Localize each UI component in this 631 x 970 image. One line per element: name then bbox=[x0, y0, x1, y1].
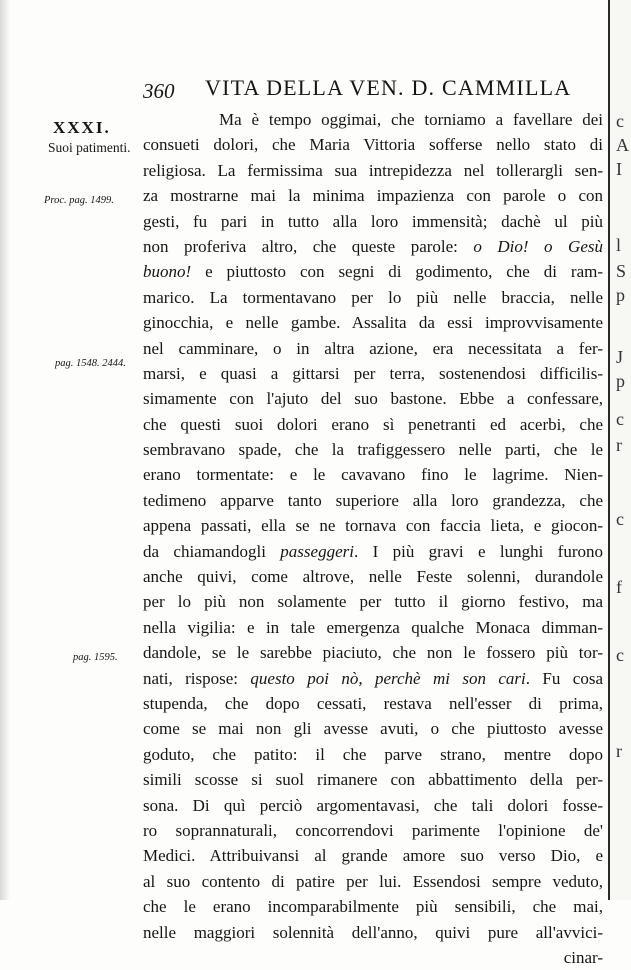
section-subtitle: Suoi patimenti. bbox=[48, 140, 131, 155]
facing-page-glyph: c bbox=[616, 409, 624, 429]
text-line: appena passati, ella se ne tornava con faccia lieta, e giocon- bbox=[143, 516, 603, 536]
text-line: za mostrarne mai la minima impazienza con parole o con bbox=[143, 186, 603, 206]
text-line: nati, rispose: questo poi nò, perchè mi son cari. Fu cosa bbox=[143, 668, 603, 688]
text-line: non proferiva altro, che queste parole: o Dio! o Gesù bbox=[143, 236, 603, 256]
facing-page-glyph: p bbox=[616, 285, 625, 305]
body-text bbox=[143, 107, 603, 970]
facing-page-glyph: S bbox=[616, 261, 627, 281]
text-line: sona. Di quì perciò argomentavasi, che tali dolori fosse- bbox=[143, 795, 603, 815]
facing-page-glyph: I bbox=[616, 159, 622, 179]
text-line: ro soprannaturali, concorrendovi parimente l'opinione de' bbox=[143, 820, 603, 840]
facing-page-glyph: f bbox=[616, 577, 622, 597]
facing-page-glyph: A bbox=[616, 135, 629, 155]
italic-phrase: buono! bbox=[143, 262, 192, 282]
text-line: consueti dolori, che Maria Vittoria sofferse nello stato di bbox=[143, 135, 603, 155]
text-line: erano tormentate: e le cavavano fino le lagrime. Nien- bbox=[143, 465, 603, 485]
text-line: che questi suoi dolori erano sì penetranti ed acerbi, che bbox=[143, 414, 603, 434]
text-line: al suo contento di patire per lui. Essendosi sempre veduto, bbox=[143, 871, 603, 891]
facing-page-glyph: c bbox=[616, 645, 624, 665]
text-line: Medici. Attribuivansi al grande amore suo verso Dio, e bbox=[143, 846, 603, 866]
text-line: buono! e piuttosto con segni di godimento, che di ram- bbox=[143, 262, 603, 282]
text-line: cinar- bbox=[563, 947, 603, 967]
text-line: nella vigilia: e in tale emergenza qualche Monaca dimman- bbox=[143, 617, 603, 637]
text-line: da chiamandogli passeggeri. I più gravi e lunghi furono bbox=[143, 541, 603, 561]
running-head: VITA DELLA VEN. D. CAMMILLA bbox=[205, 75, 572, 100]
facing-page-glyph: r bbox=[616, 741, 622, 761]
text-line: ginocchia, e nelle gambe. Assalita da essi improvvisamente bbox=[143, 313, 603, 333]
text-line: anche quivi, come altrove, nelle Feste solenni, durandole bbox=[143, 567, 603, 587]
facing-page-glyph: c bbox=[616, 509, 624, 529]
text-line: tedimeno apparve tanto superiore alla loro grandezza, che bbox=[143, 490, 603, 510]
facing-page-glyph: l bbox=[616, 235, 622, 255]
page-number: 360 bbox=[143, 79, 175, 103]
text-line: dandole, se le sarebbe piaciuto, che non le fossero più tor- bbox=[143, 643, 603, 663]
text-line: marico. La tormentavano per lo più nelle braccia, nelle bbox=[143, 287, 603, 307]
text-line: simamente con l'ajuto del suo bastone. Ebbe a confessare, bbox=[143, 389, 603, 409]
text-line: come se mai non gli avesse avuti, o che piuttosto avesse bbox=[143, 719, 603, 739]
margin-reference: pag. 1595. bbox=[73, 652, 118, 663]
page-header bbox=[143, 75, 603, 105]
facing-page-glyph: r bbox=[616, 435, 622, 455]
text-line: goduto, che patito: il che parve strano, mentre dopo bbox=[143, 744, 603, 764]
text-line: nelle maggiori solennità dell'anno, quivi pure all'avvici- bbox=[143, 922, 603, 942]
italic-phrase: passeggeri bbox=[280, 541, 354, 561]
facing-page-glyph: J bbox=[616, 347, 624, 367]
text-line: marsi, e quasi a gittarsi per terra, sostenendosi difficilis- bbox=[143, 363, 603, 383]
facing-page-glyph: p bbox=[616, 371, 625, 391]
text-line: Ma è tempo oggimai, che torniamo a favellare dei bbox=[219, 110, 603, 129]
text-line: nel camminare, o in altra azione, era necessitata a fer- bbox=[143, 338, 603, 358]
text-line: stupenda, che dopo cessati, restava nell'esser di prima, bbox=[143, 693, 603, 713]
text-line: gesti, fu pari in tutto alla loro immensità; dachè ul più bbox=[143, 211, 603, 231]
text-line: sembravano spade, che la trafiggessero nelle parti, che le bbox=[143, 440, 603, 460]
margin-reference: pag. 1548. 2444. bbox=[55, 358, 126, 369]
margin-reference: Proc. pag. 1499. bbox=[44, 195, 114, 206]
gutter-shadow bbox=[0, 0, 10, 900]
italic-phrase: o Dio! o Gesù bbox=[473, 236, 603, 256]
text-line: religiosa. La fermissima sua intrepidezza nel tollerargli sen- bbox=[143, 160, 603, 180]
text-line: simili scosse si suol rimanere con abbattimento della per- bbox=[143, 770, 603, 790]
facing-page-glyph: c bbox=[616, 111, 624, 131]
italic-phrase: questo poi nò, perchè mi son cari bbox=[250, 668, 526, 688]
section-numeral: XXXI. bbox=[53, 118, 111, 137]
text-line: che le erano incomparabilmente più sensibili, che mai, bbox=[143, 897, 603, 917]
text-line: per lo più non solamente per tutto il giorno festivo, ma bbox=[143, 592, 603, 612]
